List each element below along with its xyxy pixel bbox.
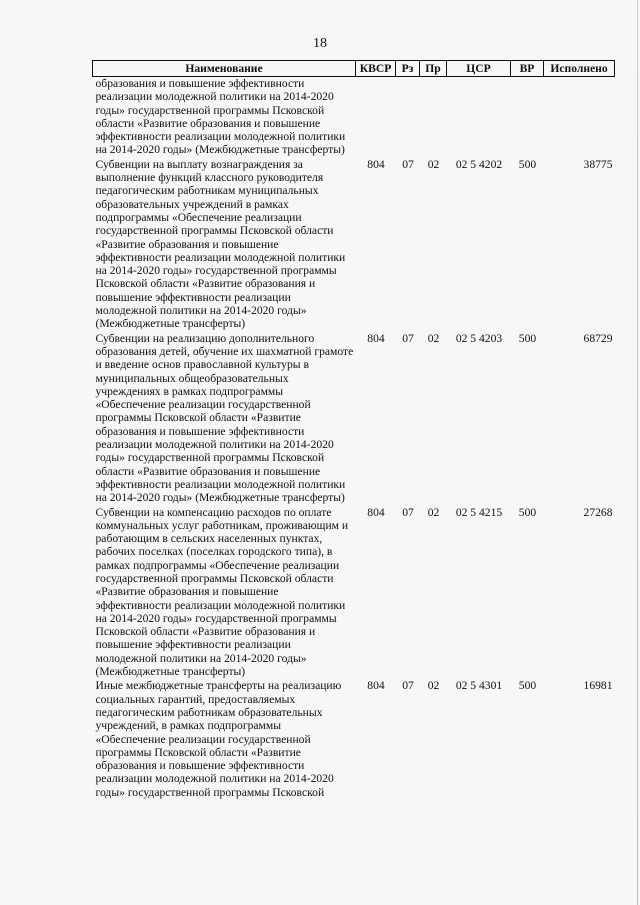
header-rz: Рз <box>396 61 420 77</box>
table-header-row <box>93 61 615 77</box>
row-vr: 500 <box>518 505 537 519</box>
table-row <box>93 506 615 680</box>
header-executed: Исполнено <box>544 61 615 77</box>
row-kvsr: 804 <box>367 679 385 693</box>
budget-table <box>92 60 615 800</box>
row-kvsr: 804 <box>367 505 385 519</box>
header-kvsr: КВСР <box>356 61 396 77</box>
table-row <box>93 332 615 506</box>
row-name: Субвенции на выплату вознаграждения за выполнение функций классного руководителя педагогическим работникам муниципальных образовательных учреждений в рамках подпрограммы «Обеспечение реализации государственной программы Псковской области «Развитие образования и повышение эффективности реализации молодежной политики на 2014-2020 годы» государственной программы Псковской области «Развитие образования и повышение эффективности реализации молодежной политики на 2014-2020 годы» (Межбюджетные трансферты) <box>95 157 346 331</box>
row-rz: 07 <box>402 505 414 519</box>
page-number: 18 <box>313 36 327 51</box>
row-pr: 02 <box>427 157 440 171</box>
row-vr: 500 <box>518 331 537 345</box>
row-kvsr: 804 <box>367 157 385 171</box>
row-csr: 02 5 4202 <box>455 157 503 171</box>
row-rz <box>396 77 420 158</box>
row-rz: 07 <box>402 331 414 345</box>
row-vr <box>511 77 544 158</box>
row-pr: 02 <box>427 679 440 693</box>
row-kvsr <box>356 77 396 158</box>
table-row <box>93 679 615 800</box>
table-row <box>93 77 615 158</box>
row-kvsr: 804 <box>367 331 385 345</box>
row-vr: 500 <box>518 679 537 693</box>
row-name: образования и повышение эффективности реализации молодежной политики на 2014-2020 годы» государственной программы Псковской области «Развитие образования и повышение эффективности реализации молодежной политики на 2014-2020 годы» (Межбюджетные трансферты) <box>95 77 346 157</box>
header-csr: ЦСР <box>447 61 511 77</box>
row-executed: 27268 <box>583 505 613 519</box>
row-pr: 02 <box>427 505 440 519</box>
row-csr: 02 5 4301 <box>455 679 503 693</box>
row-vr: 500 <box>518 157 537 171</box>
header-vr: ВР <box>511 61 544 77</box>
row-csr <box>447 77 511 158</box>
scan-edge <box>637 0 638 905</box>
row-name: Субвенции на реализацию дополнительного образования детей, обучение их шахматной грамоте и введение основ православной культуры в муниципальных общеобразовательных учреждениях в рамках подпрограммы «Обеспечение реализации государственной программы Псковской области «Развитие образования и повышение эффективности реализации молодежной политики на 2014-2020 годы» государственной программы Псковской области «Развитие образования и повышение эффективности реализации молодежной политики на 2014-2020 годы» (Межбюджетные трансферты) <box>95 331 354 505</box>
row-executed: 38775 <box>583 157 613 171</box>
row-pr <box>420 77 447 158</box>
row-rz: 07 <box>402 157 414 171</box>
row-name: Субвенции на компенсацию расходов по оплате коммунальных услуг работникам, проживающим и работающим в сельских населенных пунктах, рабочих поселках (поселках городского типа), в рамках подпрограммы «Обеспечение реализации государственной программы Псковской области «Развитие образования и повышение эффективности реализации молодежной политики на 2014-2020 годы» государственной программы Псковской области «Развитие образования и повышение эффективности реализации молодежной политики на 2014-2020 годы» (Межбюджетные трансферты) <box>95 505 349 679</box>
row-pr: 02 <box>427 331 440 345</box>
header-pr: Пр <box>420 61 447 77</box>
header-name: Наименование <box>93 61 356 77</box>
row-executed: 16981 <box>583 679 613 693</box>
row-name: Иные межбюджетные трансферты на реализацию социальных гарантий, предоставляемых педагогическим работникам образовательных учреждений, в рамках подпрограммы «Обеспечение реализации государственной программы Псковской области «Развитие образования и повышение эффективности реализации молодежной политики на 2014-2020 годы» государственной программы Псковской <box>95 679 342 799</box>
row-executed <box>544 77 615 158</box>
row-csr: 02 5 4215 <box>455 505 503 519</box>
row-executed: 68729 <box>583 331 613 345</box>
table-row <box>93 158 615 332</box>
row-rz: 07 <box>402 679 414 693</box>
row-csr: 02 5 4203 <box>455 331 503 345</box>
